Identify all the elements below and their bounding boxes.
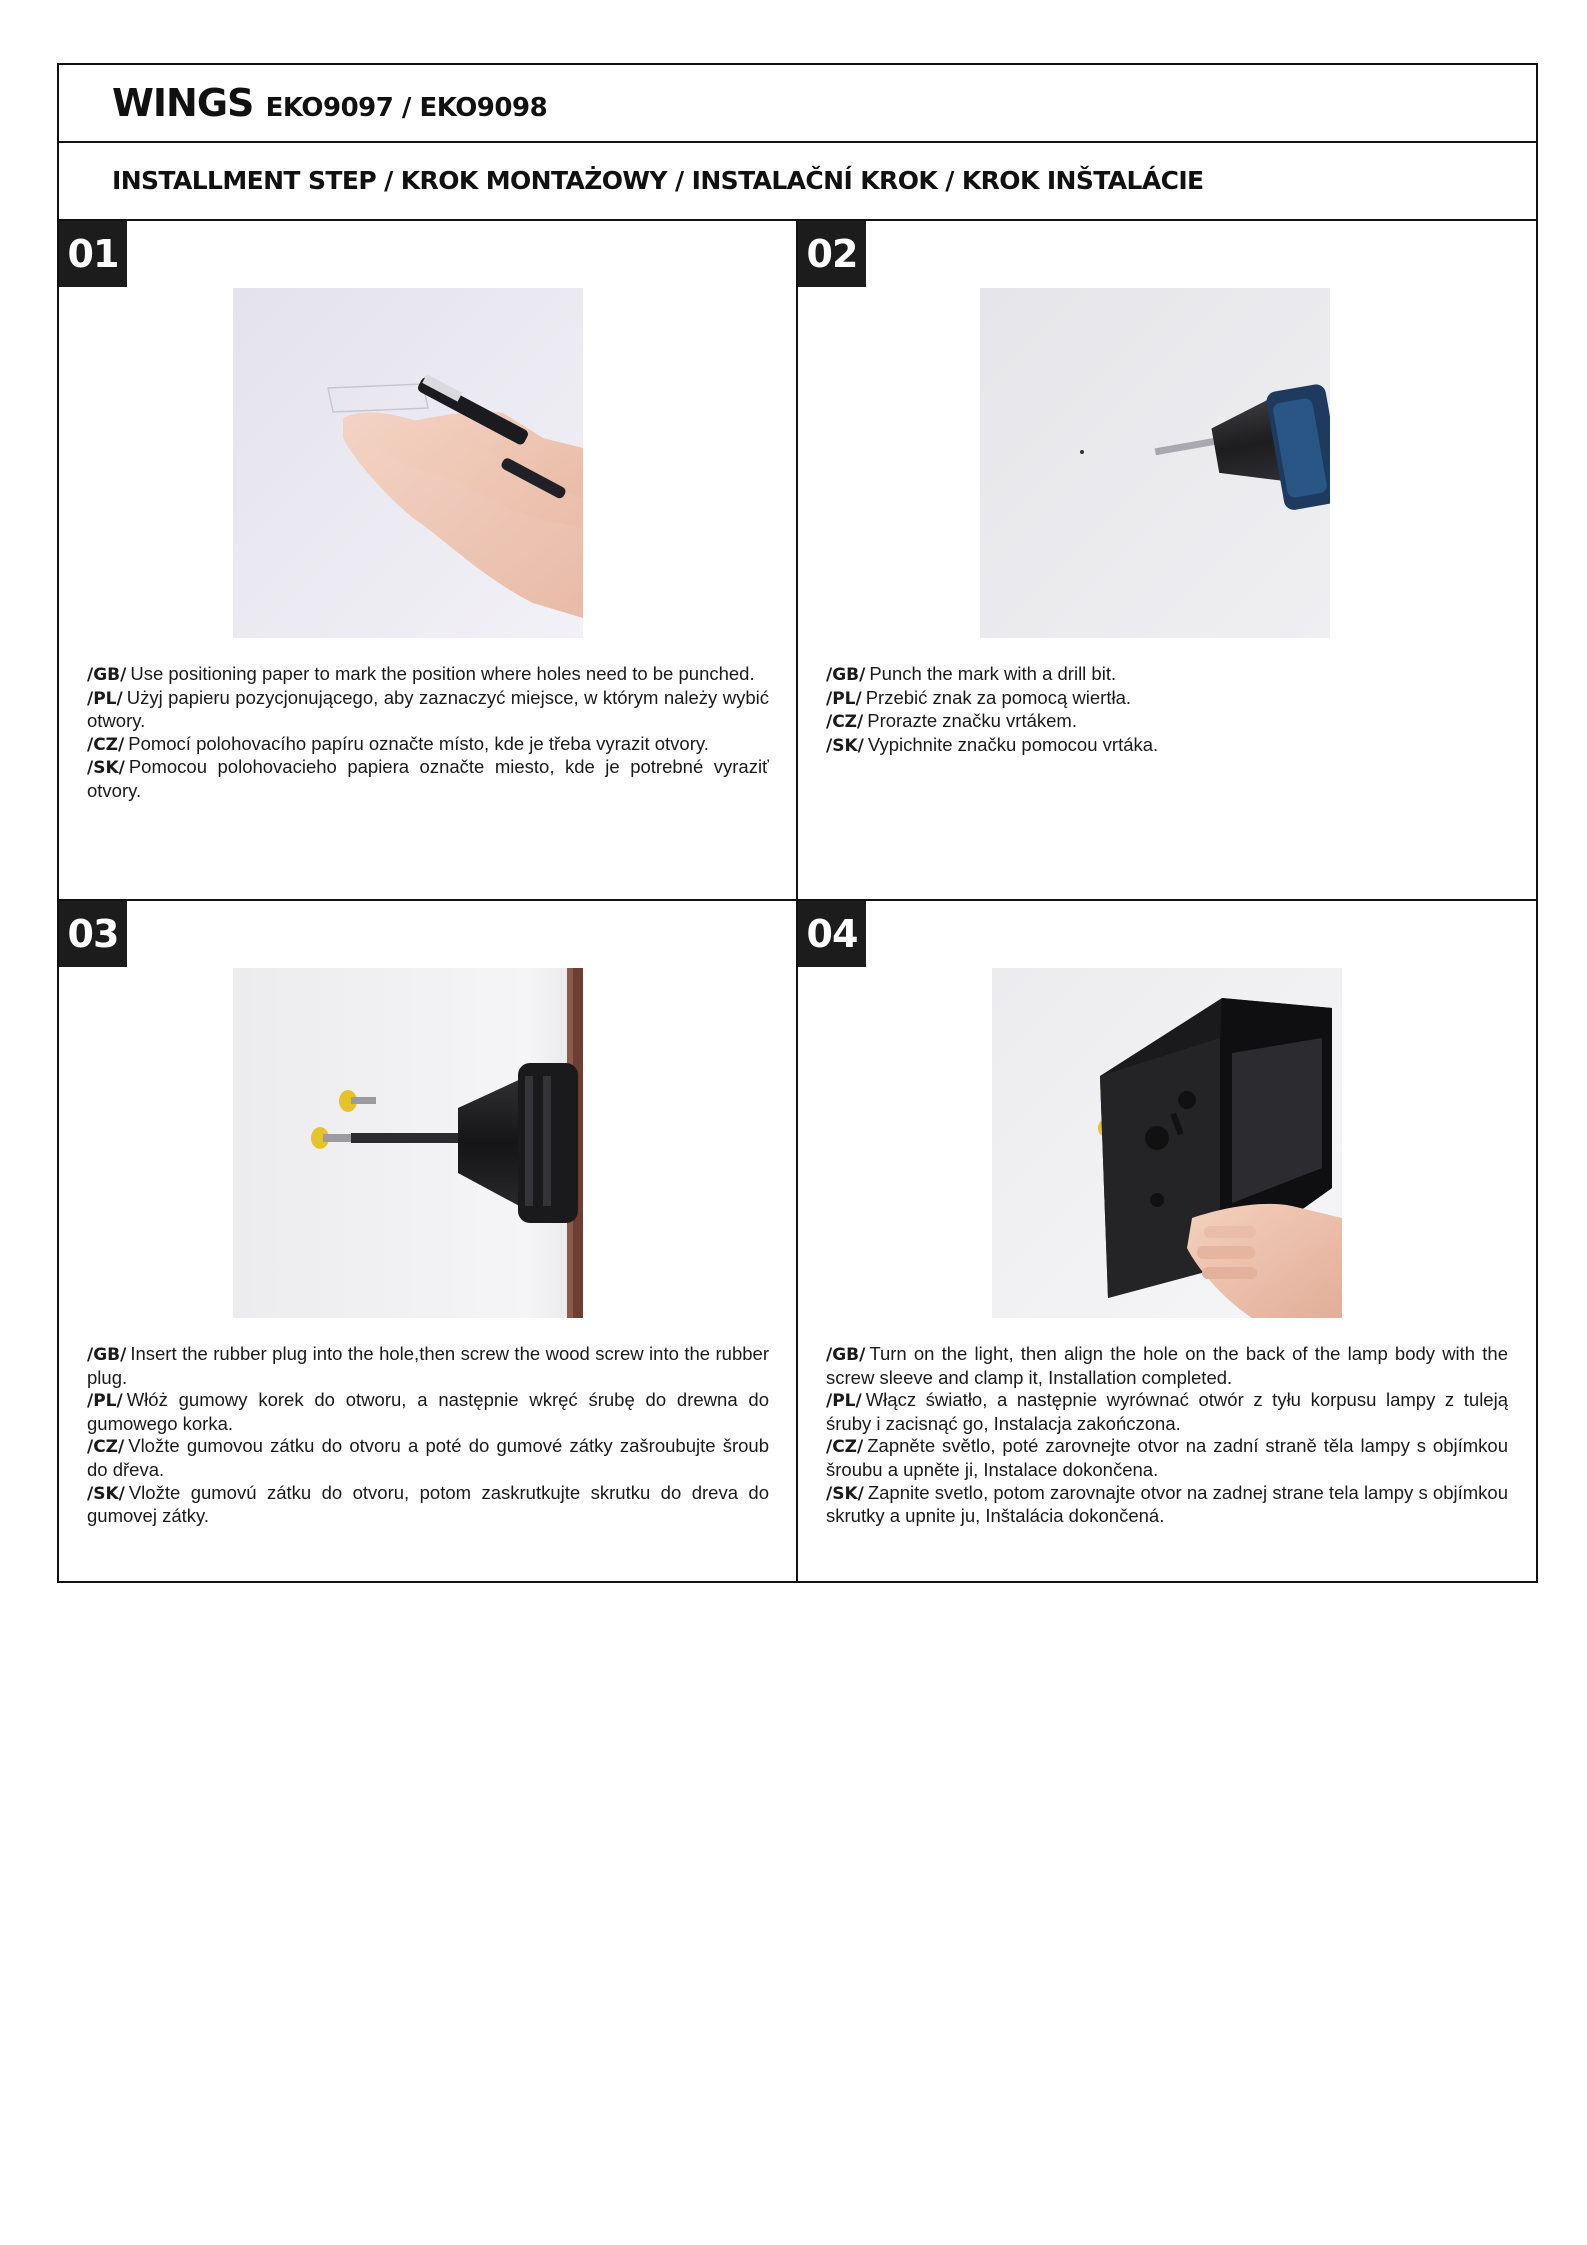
title-row <box>59 65 1536 143</box>
instruction-text: Insert the rubber plug into the hole,then screw the wood screw into the rubber plug. <box>87 1343 769 1388</box>
step-instructions <box>87 1343 769 1528</box>
subtitle-row <box>59 143 1536 221</box>
instruction-pl <box>87 1389 769 1435</box>
instruction-text: Zapněte světlo, poté zarovnejte otvor na zadní straně těla lampy s objímkou šroubu a upněte ji, Instalace dokončena. <box>826 1435 1508 1480</box>
instruction-sk <box>87 1482 769 1528</box>
brand-name: WINGS <box>112 81 254 125</box>
step-panel-1 <box>59 221 798 901</box>
language-code: /CZ/ <box>826 1437 864 1458</box>
step-panel-2 <box>798 221 1538 901</box>
language-code: /GB/ <box>87 1345 127 1365</box>
language-code: /SK/ <box>826 1483 864 1504</box>
instruction-text: Przebić znak za pomocą wiertła. <box>865 686 1131 708</box>
language-code: /CZ/ <box>87 734 125 755</box>
instruction-text: Vypichnite značku pomocou vrtáka. <box>867 733 1159 755</box>
instruction-sk <box>87 756 769 802</box>
instruction-text: Vložte gumovú zátku do otvoru, potom zaskrutkujte skrutku do dreva do gumovej zátky. <box>87 1481 769 1527</box>
instruction-text: Zapnite svetlo, potom zarovnajte otvor na zadnej strane tela lampy s objímkou skrutky a upnite ju, Inštalácia dokončená. <box>826 1481 1508 1527</box>
step-photo-drill-mark <box>980 288 1330 638</box>
language-code: /GB/ <box>826 665 866 685</box>
language-code: /SK/ <box>826 735 864 756</box>
instruction-text: Punch the mark with a drill bit. <box>869 663 1117 684</box>
instruction-text: Pomocou polohovacieho papiera označte miesto, kde je potrebné vyraziť otvory. <box>87 756 769 801</box>
language-code: /SK/ <box>87 1483 125 1504</box>
instruction-pl <box>826 1389 1508 1435</box>
instruction-text: Użyj papieru pozycjonującego, aby zaznaczyć miejsce, w którym należy wybić otwory. <box>87 686 769 732</box>
language-code: /PL/ <box>826 1391 862 1412</box>
instruction-sk <box>826 1482 1508 1528</box>
instruction-text: Vložte gumovou zátku do otvoru a poté do gumové zátky zašroubujte šroub do dřeva. <box>87 1435 769 1480</box>
step-instructions <box>826 1343 1508 1528</box>
step-panel-3 <box>59 901 798 1581</box>
language-code: /PL/ <box>87 1391 123 1412</box>
language-code: /CZ/ <box>87 1437 125 1458</box>
section-heading: INSTALLMENT STEP / KROK MONTAŻOWY / INSTALAČNÍ KROK / KROK INŠTALÁCIE <box>112 166 1204 195</box>
instruction-sk <box>826 734 1508 758</box>
page-title <box>112 81 547 130</box>
step-number-badge: 01 <box>59 221 127 287</box>
step-number-badge: 03 <box>59 901 127 967</box>
instruction-cz <box>87 733 769 757</box>
step-photo-screw-plug <box>233 968 583 1318</box>
instruction-pl <box>826 687 1508 711</box>
instruction-sheet <box>57 63 1538 1583</box>
language-code: /CZ/ <box>826 712 864 733</box>
model-number: EKO9097 / EKO9098 <box>265 93 548 123</box>
instruction-text: Włóż gumowy korek do otworu, a następnie wkręć śrubę do drewna do gumowego korka. <box>87 1389 769 1434</box>
step-instructions <box>826 663 1508 757</box>
language-code: /GB/ <box>87 665 127 685</box>
step-panel-4 <box>798 901 1538 1581</box>
instruction-cz <box>826 1435 1508 1481</box>
step-number-badge: 04 <box>798 901 866 967</box>
language-code: /PL/ <box>87 688 123 709</box>
instruction-cz <box>826 710 1508 734</box>
instruction-pl <box>87 687 769 733</box>
instruction-gb <box>87 663 769 687</box>
instruction-text: Włącz światło, a następnie wyrównać otwór z tyłu korpusu lampy z tuleją śruby i zacisnąć go, Instalacja zakończona. <box>826 1389 1508 1434</box>
instruction-text: Prorazte značku vrtákem. <box>867 710 1077 732</box>
instruction-gb <box>826 663 1508 687</box>
instruction-text: Turn on the light, then align the hole on the back of the lamp body with the screw sleeve and clamp it, Installation completed. <box>826 1343 1508 1388</box>
instruction-cz <box>87 1435 769 1481</box>
instruction-text: Use positioning paper to mark the position where holes need to be punched. <box>130 663 755 684</box>
step-number-badge: 02 <box>798 221 866 287</box>
instruction-gb <box>87 1343 769 1389</box>
instruction-text: Pomocí polohovacího papíru označte místo, kde je třeba vyrazit otvory. <box>128 732 709 754</box>
step-photo-mount-lamp <box>992 968 1342 1318</box>
language-code: /PL/ <box>826 688 862 709</box>
language-code: /GB/ <box>826 1345 866 1365</box>
instruction-gb <box>826 1343 1508 1389</box>
step-photo-mark-position <box>233 288 583 638</box>
language-code: /SK/ <box>87 758 125 779</box>
step-instructions <box>87 663 769 803</box>
